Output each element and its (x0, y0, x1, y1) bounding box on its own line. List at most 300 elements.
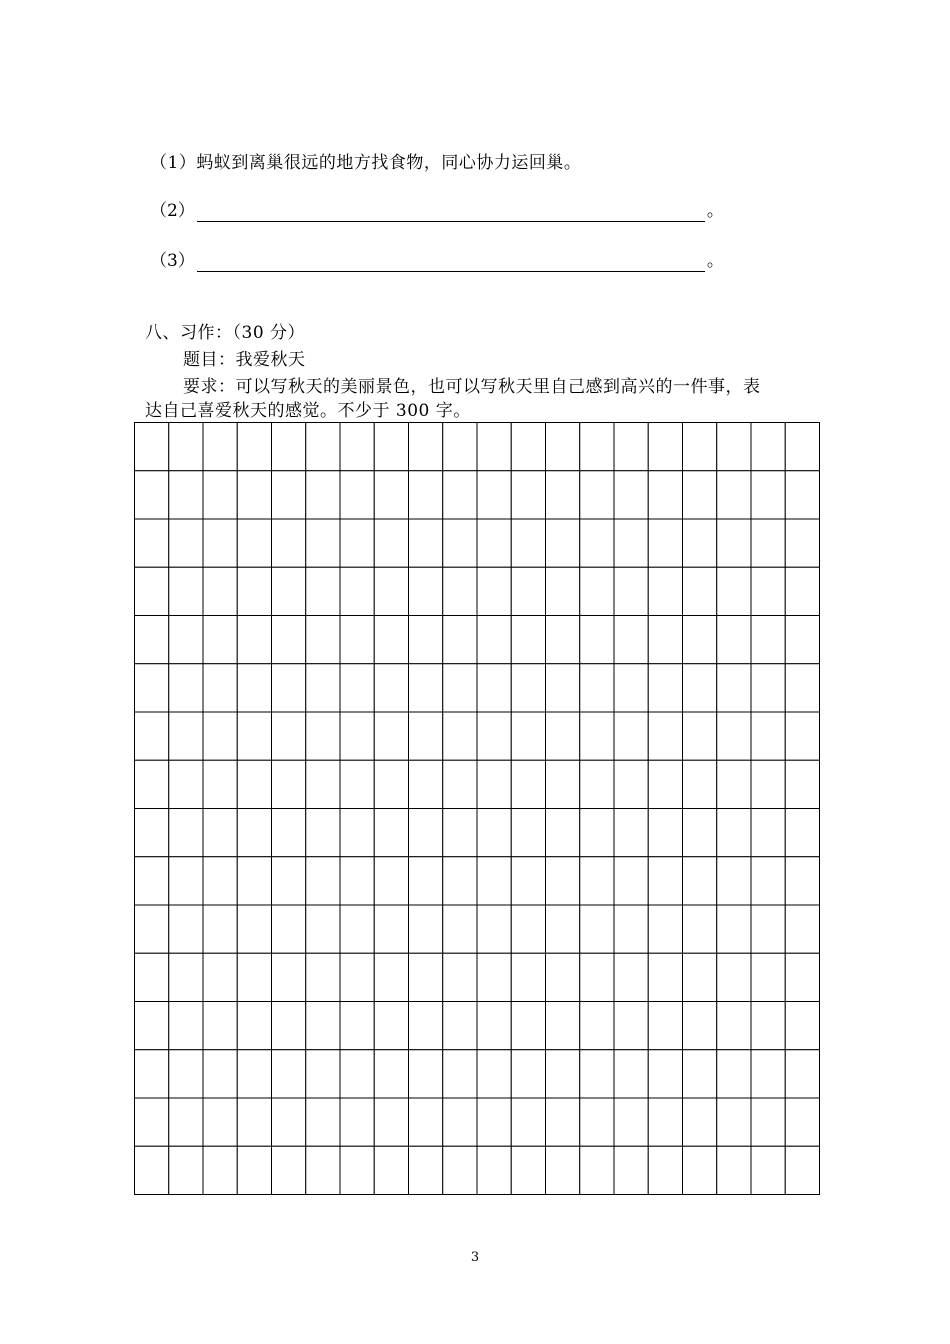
grid-cell[interactable] (648, 905, 682, 953)
grid-cell[interactable] (477, 423, 511, 471)
grid-cell[interactable] (272, 567, 306, 615)
grid-cell[interactable] (443, 1002, 477, 1050)
grid-cell[interactable] (511, 905, 545, 953)
grid-cell[interactable] (717, 857, 751, 905)
answer-blank-2[interactable] (197, 201, 705, 222)
grid-cell[interactable] (580, 1050, 614, 1098)
grid-cell[interactable] (648, 857, 682, 905)
grid-cell[interactable] (374, 1146, 408, 1194)
grid-cell[interactable] (648, 471, 682, 519)
grid-cell[interactable] (751, 1002, 785, 1050)
grid-cell[interactable] (511, 616, 545, 664)
grid-cell[interactable] (374, 809, 408, 857)
grid-cell[interactable] (135, 664, 169, 712)
grid-cell[interactable] (477, 664, 511, 712)
grid-cell[interactable] (648, 1002, 682, 1050)
grid-cell[interactable] (169, 1002, 203, 1050)
grid-cell[interactable] (614, 809, 648, 857)
grid-cell[interactable] (409, 1146, 443, 1194)
grid-cell[interactable] (169, 1098, 203, 1146)
grid-cell[interactable] (203, 423, 237, 471)
grid-cell[interactable] (237, 953, 271, 1001)
grid-cell[interactable] (306, 471, 340, 519)
grid-cell[interactable] (477, 1050, 511, 1098)
grid-cell[interactable] (374, 1050, 408, 1098)
grid-cell[interactable] (272, 1098, 306, 1146)
grid-cell[interactable] (306, 1146, 340, 1194)
grid-cell[interactable] (374, 905, 408, 953)
grid-cell[interactable] (785, 760, 819, 808)
grid-cell[interactable] (409, 905, 443, 953)
grid-cell[interactable] (409, 857, 443, 905)
grid-cell[interactable] (614, 905, 648, 953)
grid-cell[interactable] (169, 567, 203, 615)
grid-cell[interactable] (511, 953, 545, 1001)
grid-cell[interactable] (409, 712, 443, 760)
grid-cell[interactable] (511, 1098, 545, 1146)
writing-grid[interactable] (134, 422, 821, 1196)
grid-cell[interactable] (306, 760, 340, 808)
grid-cell[interactable] (340, 423, 374, 471)
grid-cell[interactable] (751, 1098, 785, 1146)
grid-cell[interactable] (169, 519, 203, 567)
grid-cell[interactable] (511, 712, 545, 760)
grid-cell[interactable] (511, 1146, 545, 1194)
grid-cell[interactable] (443, 712, 477, 760)
grid-cell[interactable] (511, 809, 545, 857)
grid-cell[interactable] (683, 857, 717, 905)
grid-cell[interactable] (546, 1146, 580, 1194)
grid-cell[interactable] (683, 760, 717, 808)
grid-cell[interactable] (135, 616, 169, 664)
grid-cell[interactable] (751, 857, 785, 905)
grid-cell[interactable] (785, 616, 819, 664)
grid-cell[interactable] (135, 1002, 169, 1050)
grid-cell[interactable] (237, 712, 271, 760)
grid-cell[interactable] (237, 471, 271, 519)
grid-cell[interactable] (340, 519, 374, 567)
grid-cell[interactable] (340, 567, 374, 615)
grid-cell[interactable] (374, 712, 408, 760)
grid-cell[interactable] (785, 1002, 819, 1050)
grid-cell[interactable] (203, 519, 237, 567)
grid-cell[interactable] (409, 664, 443, 712)
grid-cell[interactable] (785, 567, 819, 615)
grid-cell[interactable] (546, 471, 580, 519)
grid-cell[interactable] (683, 423, 717, 471)
grid-cell[interactable] (683, 712, 717, 760)
grid-cell[interactable] (306, 1098, 340, 1146)
grid-cell[interactable] (511, 519, 545, 567)
grid-cell[interactable] (135, 953, 169, 1001)
grid-cell[interactable] (580, 423, 614, 471)
grid-cell[interactable] (785, 857, 819, 905)
grid-cell[interactable] (580, 616, 614, 664)
grid-cell[interactable] (374, 519, 408, 567)
grid-cell[interactable] (237, 1050, 271, 1098)
grid-cell[interactable] (169, 953, 203, 1001)
grid-cell[interactable] (203, 953, 237, 1001)
grid-cell[interactable] (717, 1002, 751, 1050)
grid-cell[interactable] (751, 809, 785, 857)
grid-cell[interactable] (614, 1098, 648, 1146)
grid-cell[interactable] (511, 857, 545, 905)
grid-cell[interactable] (614, 760, 648, 808)
grid-cell[interactable] (409, 616, 443, 664)
grid-cell[interactable] (409, 519, 443, 567)
grid-cell[interactable] (135, 857, 169, 905)
grid-cell[interactable] (237, 1002, 271, 1050)
grid-cell[interactable] (477, 953, 511, 1001)
grid-cell[interactable] (477, 1098, 511, 1146)
grid-cell[interactable] (614, 567, 648, 615)
grid-cell[interactable] (511, 423, 545, 471)
grid-cell[interactable] (785, 423, 819, 471)
grid-cell[interactable] (237, 567, 271, 615)
grid-cell[interactable] (443, 760, 477, 808)
grid-cell[interactable] (648, 664, 682, 712)
grid-cell[interactable] (648, 519, 682, 567)
grid-cell[interactable] (169, 857, 203, 905)
grid-cell[interactable] (340, 664, 374, 712)
grid-cell[interactable] (237, 519, 271, 567)
grid-cell[interactable] (614, 616, 648, 664)
grid-cell[interactable] (546, 1098, 580, 1146)
grid-cell[interactable] (580, 1098, 614, 1146)
grid-cell[interactable] (135, 1098, 169, 1146)
grid-cell[interactable] (306, 905, 340, 953)
grid-cell[interactable] (443, 1050, 477, 1098)
grid-cell[interactable] (648, 1050, 682, 1098)
grid-cell[interactable] (683, 519, 717, 567)
grid-cell[interactable] (717, 519, 751, 567)
grid-cell[interactable] (237, 664, 271, 712)
grid-cell[interactable] (717, 1050, 751, 1098)
grid-cell[interactable] (340, 760, 374, 808)
grid-cell[interactable] (374, 616, 408, 664)
grid-cell[interactable] (580, 953, 614, 1001)
grid-cell[interactable] (443, 953, 477, 1001)
grid-cell[interactable] (306, 809, 340, 857)
grid-cell[interactable] (648, 712, 682, 760)
grid-cell[interactable] (580, 905, 614, 953)
grid-cell[interactable] (272, 423, 306, 471)
grid-cell[interactable] (614, 1002, 648, 1050)
grid-cell[interactable] (306, 712, 340, 760)
grid-cell[interactable] (614, 471, 648, 519)
grid-cell[interactable] (785, 809, 819, 857)
grid-cell[interactable] (409, 1002, 443, 1050)
grid-cell[interactable] (374, 953, 408, 1001)
grid-cell[interactable] (648, 760, 682, 808)
grid-cell[interactable] (785, 712, 819, 760)
grid-cell[interactable] (751, 953, 785, 1001)
grid-cell[interactable] (546, 953, 580, 1001)
grid-cell[interactable] (614, 857, 648, 905)
grid-cell[interactable] (648, 423, 682, 471)
grid-cell[interactable] (477, 471, 511, 519)
grid-cell[interactable] (683, 567, 717, 615)
grid-cell[interactable] (683, 1002, 717, 1050)
grid-cell[interactable] (546, 1002, 580, 1050)
grid-cell[interactable] (203, 567, 237, 615)
grid-cell[interactable] (683, 809, 717, 857)
grid-cell[interactable] (135, 1050, 169, 1098)
grid-cell[interactable] (580, 471, 614, 519)
grid-cell[interactable] (648, 616, 682, 664)
grid-cell[interactable] (272, 953, 306, 1001)
grid-cell[interactable] (374, 664, 408, 712)
grid-cell[interactable] (751, 1146, 785, 1194)
grid-cell[interactable] (306, 519, 340, 567)
grid-cell[interactable] (546, 616, 580, 664)
grid-cell[interactable] (785, 471, 819, 519)
grid-cell[interactable] (340, 616, 374, 664)
answer-blank-3[interactable] (197, 251, 705, 272)
grid-cell[interactable] (340, 905, 374, 953)
grid-cell[interactable] (546, 809, 580, 857)
grid-cell[interactable] (477, 567, 511, 615)
grid-cell[interactable] (374, 1098, 408, 1146)
grid-cell[interactable] (546, 519, 580, 567)
grid-cell[interactable] (477, 760, 511, 808)
grid-cell[interactable] (785, 664, 819, 712)
grid-cell[interactable] (546, 857, 580, 905)
grid-cell[interactable] (648, 567, 682, 615)
grid-cell[interactable] (614, 519, 648, 567)
grid-cell[interactable] (340, 1002, 374, 1050)
grid-cell[interactable] (717, 809, 751, 857)
grid-cell[interactable] (477, 712, 511, 760)
grid-cell[interactable] (443, 1098, 477, 1146)
grid-cell[interactable] (751, 423, 785, 471)
grid-cell[interactable] (477, 857, 511, 905)
grid-cell[interactable] (237, 905, 271, 953)
grid-cell[interactable] (340, 471, 374, 519)
grid-cell[interactable] (717, 616, 751, 664)
grid-cell[interactable] (443, 809, 477, 857)
grid-cell[interactable] (614, 1146, 648, 1194)
grid-cell[interactable] (237, 809, 271, 857)
grid-cell[interactable] (409, 1050, 443, 1098)
grid-cell[interactable] (717, 664, 751, 712)
grid-cell[interactable] (203, 760, 237, 808)
grid-cell[interactable] (477, 1002, 511, 1050)
grid-cell[interactable] (340, 857, 374, 905)
grid-cell[interactable] (135, 905, 169, 953)
grid-cell[interactable] (717, 760, 751, 808)
grid-cell[interactable] (751, 905, 785, 953)
grid-cell[interactable] (614, 1050, 648, 1098)
grid-cell[interactable] (272, 905, 306, 953)
grid-cell[interactable] (443, 1146, 477, 1194)
grid-cell[interactable] (717, 1098, 751, 1146)
grid-cell[interactable] (477, 1146, 511, 1194)
grid-cell[interactable] (717, 712, 751, 760)
grid-cell[interactable] (272, 712, 306, 760)
grid-cell[interactable] (477, 519, 511, 567)
grid-cell[interactable] (443, 519, 477, 567)
grid-cell[interactable] (272, 1146, 306, 1194)
grid-cell[interactable] (272, 664, 306, 712)
grid-cell[interactable] (580, 809, 614, 857)
grid-cell[interactable] (135, 471, 169, 519)
grid-cell[interactable] (306, 616, 340, 664)
grid-cell[interactable] (443, 857, 477, 905)
grid-cell[interactable] (272, 1050, 306, 1098)
grid-cell[interactable] (580, 857, 614, 905)
grid-cell[interactable] (203, 471, 237, 519)
grid-cell[interactable] (443, 664, 477, 712)
grid-cell[interactable] (683, 471, 717, 519)
grid-cell[interactable] (546, 567, 580, 615)
grid-cell[interactable] (717, 471, 751, 519)
grid-cell[interactable] (306, 857, 340, 905)
grid-cell[interactable] (409, 760, 443, 808)
grid-cell[interactable] (546, 905, 580, 953)
grid-cell[interactable] (614, 712, 648, 760)
grid-cell[interactable] (135, 1146, 169, 1194)
grid-cell[interactable] (511, 760, 545, 808)
grid-cell[interactable] (785, 953, 819, 1001)
grid-cell[interactable] (203, 664, 237, 712)
grid-cell[interactable] (751, 1050, 785, 1098)
grid-cell[interactable] (203, 712, 237, 760)
grid-cell[interactable] (169, 1146, 203, 1194)
grid-cell[interactable] (648, 1098, 682, 1146)
grid-cell[interactable] (751, 616, 785, 664)
grid-cell[interactable] (443, 616, 477, 664)
grid-cell[interactable] (717, 423, 751, 471)
grid-cell[interactable] (511, 471, 545, 519)
grid-cell[interactable] (169, 712, 203, 760)
grid-cell[interactable] (683, 1098, 717, 1146)
grid-cell[interactable] (717, 905, 751, 953)
grid-cell[interactable] (648, 809, 682, 857)
grid-cell[interactable] (135, 423, 169, 471)
grid-cell[interactable] (135, 760, 169, 808)
grid-cell[interactable] (237, 1098, 271, 1146)
grid-cell[interactable] (169, 616, 203, 664)
grid-cell[interactable] (272, 857, 306, 905)
grid-cell[interactable] (785, 1098, 819, 1146)
grid-cell[interactable] (683, 953, 717, 1001)
grid-cell[interactable] (785, 519, 819, 567)
grid-cell[interactable] (580, 760, 614, 808)
grid-cell[interactable] (546, 423, 580, 471)
grid-cell[interactable] (546, 1050, 580, 1098)
grid-cell[interactable] (580, 1146, 614, 1194)
grid-cell[interactable] (580, 519, 614, 567)
grid-cell[interactable] (751, 519, 785, 567)
grid-cell[interactable] (409, 567, 443, 615)
grid-cell[interactable] (237, 857, 271, 905)
grid-cell[interactable] (340, 1146, 374, 1194)
grid-cell[interactable] (751, 471, 785, 519)
grid-cell[interactable] (409, 1098, 443, 1146)
grid-cell[interactable] (169, 905, 203, 953)
grid-cell[interactable] (614, 664, 648, 712)
grid-cell[interactable] (546, 760, 580, 808)
grid-cell[interactable] (306, 953, 340, 1001)
grid-cell[interactable] (683, 616, 717, 664)
grid-cell[interactable] (169, 664, 203, 712)
grid-cell[interactable] (409, 809, 443, 857)
grid-cell[interactable] (477, 905, 511, 953)
grid-cell[interactable] (237, 616, 271, 664)
grid-cell[interactable] (374, 567, 408, 615)
grid-cell[interactable] (340, 1050, 374, 1098)
grid-cell[interactable] (135, 712, 169, 760)
grid-cell[interactable] (272, 519, 306, 567)
grid-cell[interactable] (751, 760, 785, 808)
grid-cell[interactable] (751, 664, 785, 712)
grid-cell[interactable] (785, 1050, 819, 1098)
grid-cell[interactable] (648, 1146, 682, 1194)
grid-cell[interactable] (272, 760, 306, 808)
grid-cell[interactable] (203, 905, 237, 953)
grid-cell[interactable] (374, 857, 408, 905)
grid-cell[interactable] (203, 1146, 237, 1194)
grid-cell[interactable] (135, 519, 169, 567)
grid-cell[interactable] (340, 809, 374, 857)
grid-cell[interactable] (717, 1146, 751, 1194)
grid-cell[interactable] (306, 664, 340, 712)
grid-cell[interactable] (751, 712, 785, 760)
grid-cell[interactable] (203, 1002, 237, 1050)
grid-cell[interactable] (443, 905, 477, 953)
grid-cell[interactable] (409, 953, 443, 1001)
grid-cell[interactable] (683, 664, 717, 712)
grid-cell[interactable] (374, 471, 408, 519)
grid-cell[interactable] (340, 953, 374, 1001)
grid-cell[interactable] (306, 423, 340, 471)
grid-cell[interactable] (785, 905, 819, 953)
grid-cell[interactable] (477, 809, 511, 857)
grid-cell[interactable] (169, 1050, 203, 1098)
grid-cell[interactable] (443, 423, 477, 471)
grid-cell[interactable] (169, 423, 203, 471)
grid-cell[interactable] (614, 953, 648, 1001)
grid-cell[interactable] (306, 1002, 340, 1050)
grid-cell[interactable] (683, 905, 717, 953)
grid-cell[interactable] (306, 1050, 340, 1098)
grid-cell[interactable] (785, 1146, 819, 1194)
grid-cell[interactable] (614, 423, 648, 471)
grid-cell[interactable] (546, 664, 580, 712)
grid-cell[interactable] (443, 471, 477, 519)
grid-cell[interactable] (717, 567, 751, 615)
grid-cell[interactable] (135, 809, 169, 857)
grid-cell[interactable] (374, 760, 408, 808)
grid-cell[interactable] (374, 1002, 408, 1050)
grid-cell[interactable] (683, 1146, 717, 1194)
grid-cell[interactable] (203, 616, 237, 664)
grid-cell[interactable] (203, 1050, 237, 1098)
grid-cell[interactable] (272, 616, 306, 664)
grid-cell[interactable] (409, 471, 443, 519)
grid-cell[interactable] (477, 616, 511, 664)
grid-cell[interactable] (511, 1002, 545, 1050)
grid-cell[interactable] (374, 423, 408, 471)
grid-cell[interactable] (580, 1002, 614, 1050)
grid-cell[interactable] (546, 712, 580, 760)
grid-cell[interactable] (237, 1146, 271, 1194)
grid-cell[interactable] (169, 809, 203, 857)
grid-cell[interactable] (203, 809, 237, 857)
grid-cell[interactable] (511, 664, 545, 712)
grid-cell[interactable] (580, 664, 614, 712)
